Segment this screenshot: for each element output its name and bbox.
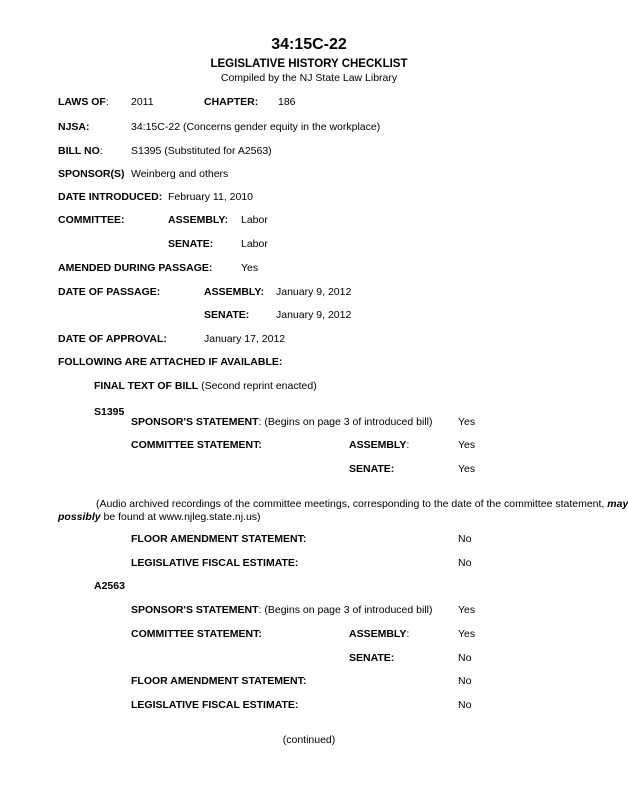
a2563-committee-senate-label: SENATE: [349, 652, 395, 664]
a2563-sponsor-statement-row [131, 604, 433, 616]
s1395-committee-statement-label: COMMITTEE STATEMENT: [131, 439, 262, 451]
audio-note-emph-possibly: possibly [58, 511, 101, 523]
njsa-label: NJSA: [58, 121, 90, 133]
s1395-committee-senate-value: Yes [458, 463, 476, 475]
following-heading: FOLLOWING ARE ATTACHED IF AVAILABLE: [58, 356, 283, 368]
s1395-committee-assembly-value: Yes [458, 439, 476, 451]
audio-note-link-text: be found at www.njleg.state.nj.us) [100, 511, 261, 523]
audio-note-line2 [58, 511, 261, 523]
passage-senate-label: SENATE: [204, 309, 250, 321]
passage-label: DATE OF PASSAGE: [58, 286, 161, 298]
s1395-committee-senate-label: SENATE: [349, 463, 395, 475]
a2563-committee-assembly-label [349, 628, 409, 640]
bill-no-label-text: BILL NO [58, 145, 100, 157]
bill-no-value: S1395 (Substituted for A2563) [131, 145, 272, 157]
s1395-committee-assembly-label [349, 439, 409, 451]
a2563-committee-assembly-colon: : [406, 628, 410, 640]
laws-of-label-text: LAWS OF [58, 96, 106, 108]
s1395-fiscal-estimate-label: LEGISLATIVE FISCAL ESTIMATE: [131, 557, 299, 569]
njsa-value: 34:15C-22 (Concerns gender equity in the workplace) [131, 121, 381, 133]
a2563-floor-amendment-label: FLOOR AMENDMENT STATEMENT: [131, 675, 307, 687]
committee-assembly-value: Labor [241, 214, 268, 226]
a2563-committee-senate-value: No [458, 652, 472, 664]
page-title: 34:15C-22 [271, 36, 347, 53]
continued-note: (continued) [282, 734, 336, 746]
s1395-floor-amendment-label: FLOOR AMENDMENT STATEMENT: [131, 533, 307, 545]
compiled-by: Compiled by the NJ State Law Library [220, 72, 398, 84]
chapter-label: CHAPTER: [204, 96, 259, 108]
audio-note-emph-may: may [607, 498, 628, 510]
s1395-heading: S1395 [94, 406, 125, 418]
a2563-sponsor-statement-value: Yes [458, 604, 476, 616]
laws-of-colon: : [105, 96, 109, 108]
date-introduced-value: February 11, 2010 [168, 191, 254, 203]
laws-of-value: 2011 [131, 96, 154, 108]
audio-note-line1 [96, 498, 628, 510]
final-text-row [94, 380, 317, 392]
a2563-committee-assembly-value: Yes [458, 628, 476, 640]
a2563-floor-amendment-value: No [458, 675, 472, 687]
date-introduced-label: DATE INTRODUCED: [58, 191, 163, 203]
passage-senate-value: January 9, 2012 [276, 309, 352, 321]
s1395-sponsor-statement-row [131, 416, 433, 428]
laws-of-label [58, 96, 109, 108]
a2563-committee-statement-label: COMMITTEE STATEMENT: [131, 628, 262, 640]
approval-value: January 17, 2012 [204, 333, 286, 345]
committee-label: COMMITTEE: [58, 214, 125, 226]
a2563-fiscal-estimate-label: LEGISLATIVE FISCAL ESTIMATE: [131, 699, 299, 711]
committee-assembly-label: ASSEMBLY: [168, 214, 229, 226]
a2563-sponsor-statement-note: : (Begins on page 3 of introduced bill) [258, 604, 433, 616]
page-subtitle: LEGISLATIVE HISTORY CHECKLIST [210, 58, 408, 70]
bill-no-label [58, 145, 103, 157]
s1395-sponsor-statement-value: Yes [458, 416, 476, 428]
committee-senate-value: Labor [241, 238, 268, 250]
s1395-floor-amendment-value: No [458, 533, 472, 545]
amended-label: AMENDED DURING PASSAGE: [58, 262, 213, 274]
passage-assembly-label: ASSEMBLY: [204, 286, 265, 298]
s1395-committee-assembly-colon: : [406, 439, 410, 451]
s1395-sponsor-statement-note: : (Begins on page 3 of introduced bill) [258, 416, 433, 428]
a2563-sponsor-statement-label: SPONSOR'S STATEMENT [131, 604, 259, 616]
bill-no-colon: : [99, 145, 103, 157]
sponsors-value: Weinberg and others [131, 168, 229, 180]
s1395-committee-assembly-label-text: ASSEMBLY [349, 439, 407, 451]
sponsors-label: SPONSOR(S) [58, 168, 125, 180]
a2563-committee-assembly-label-text: ASSEMBLY [349, 628, 407, 640]
passage-assembly-value: January 9, 2012 [276, 286, 352, 298]
committee-senate-label: SENATE: [168, 238, 214, 250]
a2563-fiscal-estimate-value: No [458, 699, 472, 711]
final-text-label: FINAL TEXT OF BILL [94, 380, 199, 392]
final-text-note: (Second reprint enacted) [201, 380, 317, 392]
chapter-value: 186 [278, 96, 296, 108]
audio-note-text: (Audio archived recordings of the committee meetings, corresponding to the date of the committee statement, [96, 498, 605, 510]
s1395-fiscal-estimate-value: No [458, 557, 472, 569]
approval-label: DATE OF APPROVAL: [58, 333, 167, 345]
a2563-heading: A2563 [94, 580, 125, 592]
s1395-sponsor-statement-label: SPONSOR'S STATEMENT [131, 416, 259, 428]
amended-value: Yes [241, 262, 259, 274]
